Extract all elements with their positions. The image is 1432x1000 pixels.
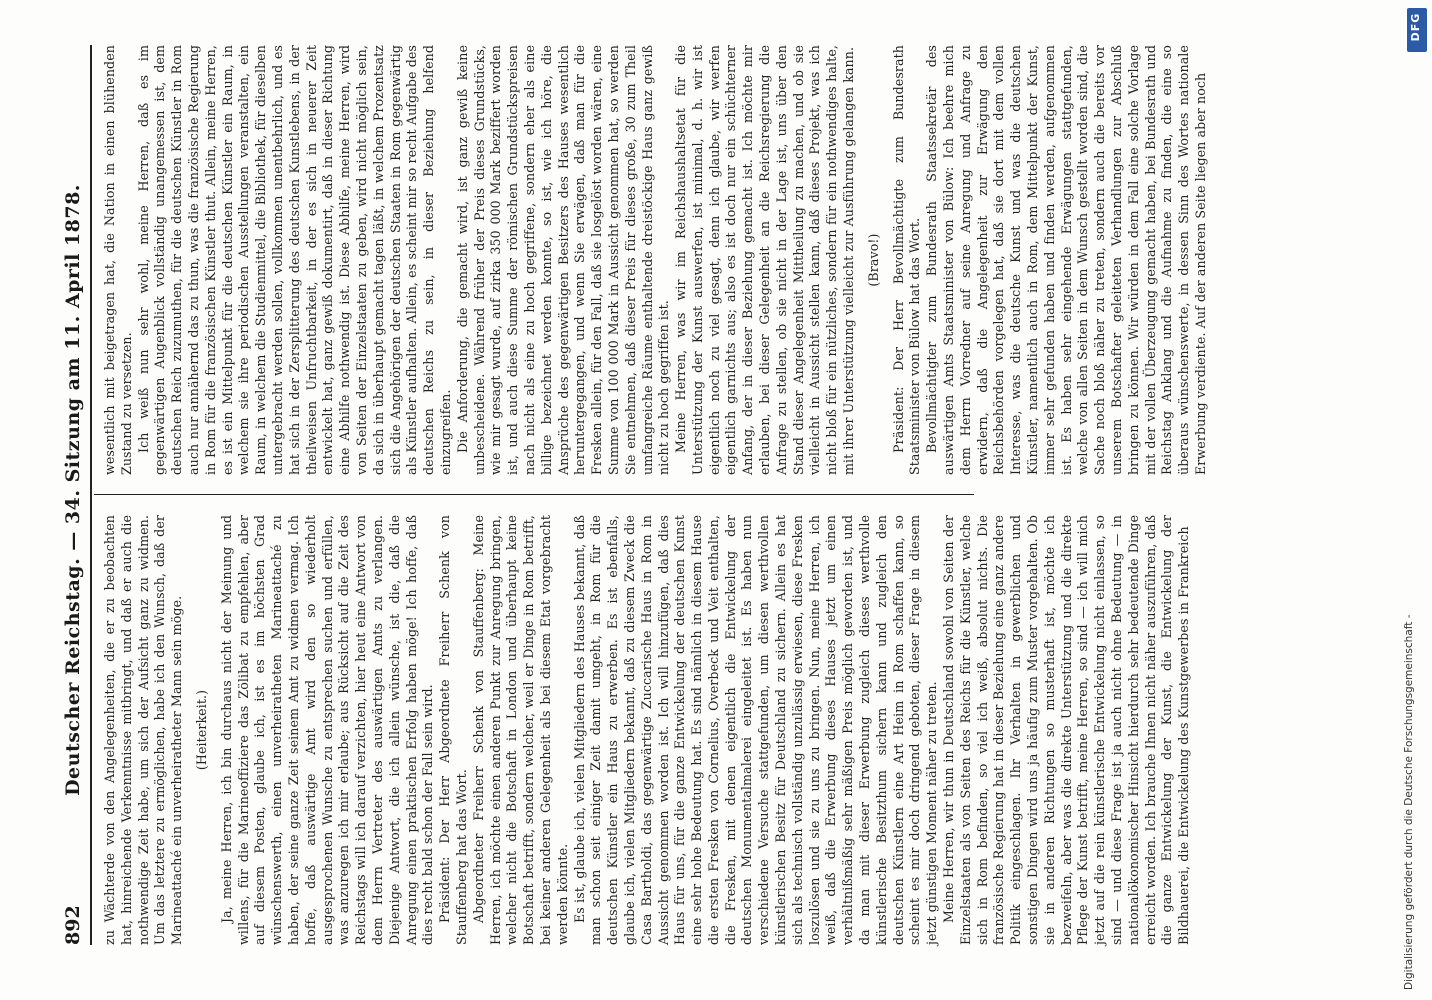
left-column-paragraph: Meine Herren, wir thun in Deutschland sowohl von Seiten der Einzelstaaten als von Seiten des Reichs für die Künstler, welche sich in Rom befinden, so viel ich weiß, absolut nichts. Die französische Regierung hat in dieser Beziehung eine ganz andere Politik eingeschlagen. Ihr Verhalten in gewerblichen und sonstigen Dingen wird uns ja häufig zum Muster vorgehalten. Ob sie in anderen Richtungen so musterhaft ist, möchte ich bezweifeln, aber was die direkte Unterstützung und die direkte Pflege der Kunst betrifft, meine Herren, so sind — ich will mich jetzt auf die rein künstlerische Entwickelung nicht einlassen, so sind — und diese Frage ist ja auch nicht ohne Bedeutung — in nationalökonomischer Hinsicht hierdurch sehr bedeutende Dinge erreicht worden. Ich brauche Ihnen nicht näher auszuführen, daß die ganze Entwickelung der Kunst, die Entwickelung der Bildhauerei, die Entwickelung des Kunstgewerbes in Frankreich: [941, 515, 1192, 945]
right-column-paragraph: Ich weiß nun sehr wohl, meine Herren, daß es im gegenwärtigen Augenblick vollständig unangemessen ist, dem deutschen Reich zuzumuthen, für die deutschen Künstler in Rom auch nur annähernd das zu thun, was die französische Regierung in Rom für die französischen Künstler thut. Allein, meine Herren, es ist ein Mittelpunkt für die deutschen Künstler ein Raum, in welchem sie ihre periodischen Ausstellungen veranstalten, ein Raum, in welchem die Studienmittel, die Bibliothek, für dieselben untergebracht werden sollen, vollkommen unentbehrlich, und es hat sich in der Zersplitterung des deutschen Kunstlebens, in der theilweisen Unfruchtbarkeit, in der es sich in neuerer Zeit entwickelt hat, ganz gewiß dokumentirt, daß in dieser Richtung eine Abhilfe nothwendig ist. Diese Abhilfe, meine Herren, wird von Seiten der Einzelstaaten zu geben, wird nicht möglich sein, da sich in überhaupt gemacht tagen läßt, in welchem Prozentsatz sich die Angehörigen der deutschen Staaten in Rom gegenwärtig als Künstler aufhalten. Allein, es scheint mir so recht Aufgabe des deutschen Reichs zu sein, in dieser Beziehung helfend einzugreifen.: [135, 45, 453, 475]
left-text-column: [102, 515, 1192, 945]
running-head: Deutscher Reichstag. — 34. Sitzung am 11. April 1878.: [62, 184, 84, 796]
page-number: 892: [62, 905, 84, 945]
right-column-paragraph: wesentlich mit beigetragen hat, die Nation in einen blühenden Zustand zu versetzen.: [102, 45, 134, 475]
right-column-paragraph: Präsident: Der Herr Bevollmächtigte zum Bundesrath Staatsminister von Bülow hat das Wort.: [890, 45, 923, 475]
column-divider: [94, 494, 974, 495]
digitization-note: Digitalisierung gefördert durch die Deutsche Forschungsgemeinschaft -: [1403, 614, 1415, 990]
left-column-paragraph: Abgeordneter Freiherr Schenk von Stauffenberg: Meine Herren, ich möchte einen anderen Punkt zur Anregung bringen, welcher nicht die Botschaft in London und überhaupt keine Botschaft betrifft, sondern welcher, weil er Dinge in Rom betrifft, bei keiner anderen Gelegenheit als bei diesem Etat vorgebracht werden könnte.: [470, 515, 570, 945]
right-column-paragraph: Die Anforderung, die gemacht wird, ist ganz gewiß keine unbescheidene. Während früher der Preis dieses Grundstücks, wie mir gesagt wurde, auf zirka 350 000 Mark beziffert worden ist, und auch diese Summe der römischen Grundstückspreisen nach nicht als eine zu hoch gegriffene, sondern eher als eine billige bezeichnet werden konnte, so ist, wie ich höre, die Ansprüche des gegenwärtigen Besitzers des Hauses wesentlich heruntergegangen, und wenn Sie erwägen, daß man für die Fresken allein, für den Fall, daß sie losgelöst worden wären, eine Summe von 100 000 Mark in Aussicht genommen hat, so werden Sie entnehmen, daß dieser Preis für dieses große, 30 zum Theil umfangreiche Räume enthaltende dreistöckige Haus ganz gewiß nicht zu hoch gegriffen ist.: [454, 45, 672, 475]
right-column-paragraph: (Bravo!): [865, 233, 881, 287]
left-column-paragraph: Es ist, glaube ich, vielen Mitgliedern des Hauses bekannt, daß man schon seit einiger Zeit damit umgeht, in Rom für die deutschen Künstler ein Haus zu erwerben. Es ist ebenfalls, glaube ich, vielen Mitgliedern bekannt, daß zu diesem Zweck die Casa Bartholdi, das gegenwärtige Zuccarische Haus in Rom in Aussicht genommen worden ist. Ich will hinzufügen, daß dies Haus für uns, für die ganze Entwickelung der deutschen Kunst eine sehr hohe Bedeutung hat. Es sind nämlich in diesem Hause die ersten Fresken von Cornelius, Overbeck und Veit enthalten, die Fresken, mit denen eigentlich die Entwickelung der deutschen Monumentalmalerei eingeleitet ist. Es haben nun verschiedene Versuche stattgefunden, um diesen werthvollen künstlerischen Besitz für Deutschland zu sichern. Allein es hat sich als technisch vollständig unzulässig erwiesen, diese Fresken loszulösen und sie zu uns zu bringen. Nun, meine Herren, ich weiß, daß die Erwerbung dieses Hauses jetzt um einen verhältnißmäßig sehr mäßigen Preis möglich geworden ist, und da man mit dieser Erwerbung zugleich dieses werthvolle künstlerische Besitzthum sichern kann und zugleich den deutschen Künstlern eine Art Heim in Rom schaffen kann, so scheint es mir doch dringend geboten, dieser Frage in diesem jetzt günstigen Moment näher zu treten.: [571, 515, 940, 945]
left-column-paragraph: zu Wächterde von den Angelegenheiten, die er zu beobachten hat, hinreichende Verkenntnisse mitbringt, und daß er auch die nothwendige Zeit habe, um sich der Aufsicht ganz zu widmen. Um das letztere zu ermöglichen, habe ich den Wunsch, daß der Marineattaché ein unverheiratheter Mann sein möge.: [102, 515, 185, 945]
left-column-paragraph: Präsident: Der Herr Abgeordnete Freiherr Schenk von Stauffenberg hat das Wort.: [437, 515, 469, 945]
rotated-page-content: [16, 15, 1396, 975]
left-column-paragraph: Ja, meine Herren, ich bin durchaus nicht der Meinung und willens, für die Marineoffiziere das Zölibat zu empfehlen, aber auf diesem Posten, glaube ich, ist es im höchsten Grad wünschenswerth, einen unverheiratheten Marineattaché zu haben, der seine ganze Zeit seinem Amt zu widmen vermag. Ich hoffe, daß auswärtige Amt wird den so wiederholt ausgesprochenen Wunsche zu entsprechen suchen und erfüllen, was anzuregen ich mir erlaube; aus Rücksicht auf die Zeit des Reichstags will ich darauf verzichten, hier heut eine Antwort von dem Herrn Vertreter des auswärtigen Amts zu verlangen. Diejenige Antwort, die ich allein wünsche, ist die, daß die Anregung einen praktischen Erfolg haben möge! Ich hoffe, daß dies recht bald schon der Fall sein wird.: [218, 515, 436, 945]
right-column-paragraph: Meine Herren, was wir im Reichshaushaltsetat für die Unterstützung der Kunst auswerfen, ist minimal, d. h. wir ist eigentlich noch zu viel gesagt, denn ich glaube, wir werfen eigentlich garnichts aus; also es ist doch nur ein schüchterner Anfang, der in dieser Beziehung gemacht ist. Ich möchte mir erlauben, bei dieser Gelegenheit an die Reichsregierung die Anfrage zu stellen, ob sie nicht in der Lage ist, uns über den Stand dieser Angelegenheit Mittheilung zu machen, und ob sie vielleicht in Aussicht stellen kann, daß dieses Projekt, was ich nicht bloß für ein nützliches, sondern für ein nothwendiges halte, mit ihrer Unterstützung vielleicht zur Ausführung gelangen kann.: [673, 45, 857, 475]
page-header: [54, 45, 92, 945]
right-text-column: [102, 45, 1208, 475]
left-column-paragraph: (Heiterkeit.): [193, 689, 209, 771]
dfg-logo-text: DFG: [1409, 12, 1422, 42]
right-column-paragraph: Bevollmächtigter zum Bundesrath Staatssekretär des auswärtigen Amts Staatsminister von Bülow: Ich beehre mich dem Herrn Vorredner auf seine Anregung und Anfrage zu erwidern, daß die Angelegenheit zur Erwägung den Reichsbehörden vorgelegen hat, daß sie dort mit dem vollen Interesse, was die deutsche Kunst und was die deutschen Künstler, namentlich auch in Rom, dem Mittelpunkt der Kunst, immer sehr gefunden haben und finden werden, aufgenommen ist. Es haben sehr eingehende Erwägungen stattgefunden, welche von allen Seiten in dem Wunsch gestellt worden sind, die Sache noch bloß näher zu treten, sondern auch die bereits vor unserem Botschafter geleiteten Verhandlungen zur Abschluß bringen zu können. Wir würden in dem Fall eine solche Vorlage mit der vollen Überzeugung gemacht haben, bei Bundesrath und Reichstag Anklang und die Aufnahme zu finden, die eine so überaus wünschenswerte, in dessen Sinn des Wortes nationale Erwerbung verdiente. Auf der anderen Seite liegen aber noch: [924, 45, 1208, 475]
